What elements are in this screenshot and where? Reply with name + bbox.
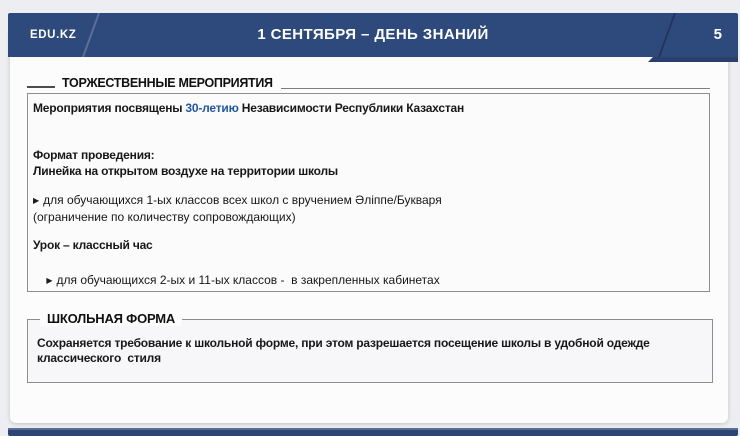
bottom-bar	[8, 428, 738, 436]
uniform-body-text: Сохраняется требование к школьной форме, при этом разрешается посещение школы в удобной одежде классического стиля	[37, 336, 656, 365]
edu-kz-logo: EDU.KZ	[30, 29, 77, 41]
format-block	[33, 147, 704, 179]
bullet-item-1-note: (ограничение по количеству сопровождающих)	[33, 210, 296, 224]
uniform-section-title: ШКОЛЬНАЯ ФОРМА	[40, 311, 182, 326]
intro-suffix: Независимости Республики Казахстан	[238, 101, 465, 115]
heading-right-rule	[281, 88, 710, 89]
header-step-decoration	[648, 57, 738, 62]
bullet-item-1-text: для обучающихся 1-ых классов всех школ с вручением Әліппе/Букваря	[43, 193, 442, 207]
format-label: Формат проведения:	[33, 148, 155, 162]
slide-title: 1 СЕНТЯБРЯ – ДЕНЬ ЗНАНИЙ	[257, 26, 489, 43]
page-number: 5	[713, 26, 722, 43]
format-value: Линейка на открытом воздухе на территории школы	[33, 164, 338, 178]
bullet-item-1	[33, 192, 704, 225]
header-bar	[8, 13, 738, 57]
bullet-icon: ▶	[46, 276, 53, 285]
intro-highlight: 30-летию	[185, 101, 239, 115]
events-section-title: ТОРЖЕСТВЕННЫЕ МЕРОПРИЯТИЯ	[62, 76, 273, 90]
intro-text	[33, 100, 704, 116]
events-section-heading	[27, 73, 710, 93]
events-box	[27, 93, 710, 292]
uniform-fieldset	[27, 311, 713, 383]
bullet-item-2-text: для обучающихся 2-ых и 11-ых классов - в закрепленных кабинетах	[56, 273, 440, 287]
bullet-item-2	[33, 256, 704, 305]
intro-prefix: Мероприятия посвящены	[33, 101, 186, 115]
heading-left-rule	[27, 86, 55, 88]
bullet-icon: ▶	[33, 196, 40, 205]
lesson-heading: Урок – классный час	[33, 238, 153, 252]
